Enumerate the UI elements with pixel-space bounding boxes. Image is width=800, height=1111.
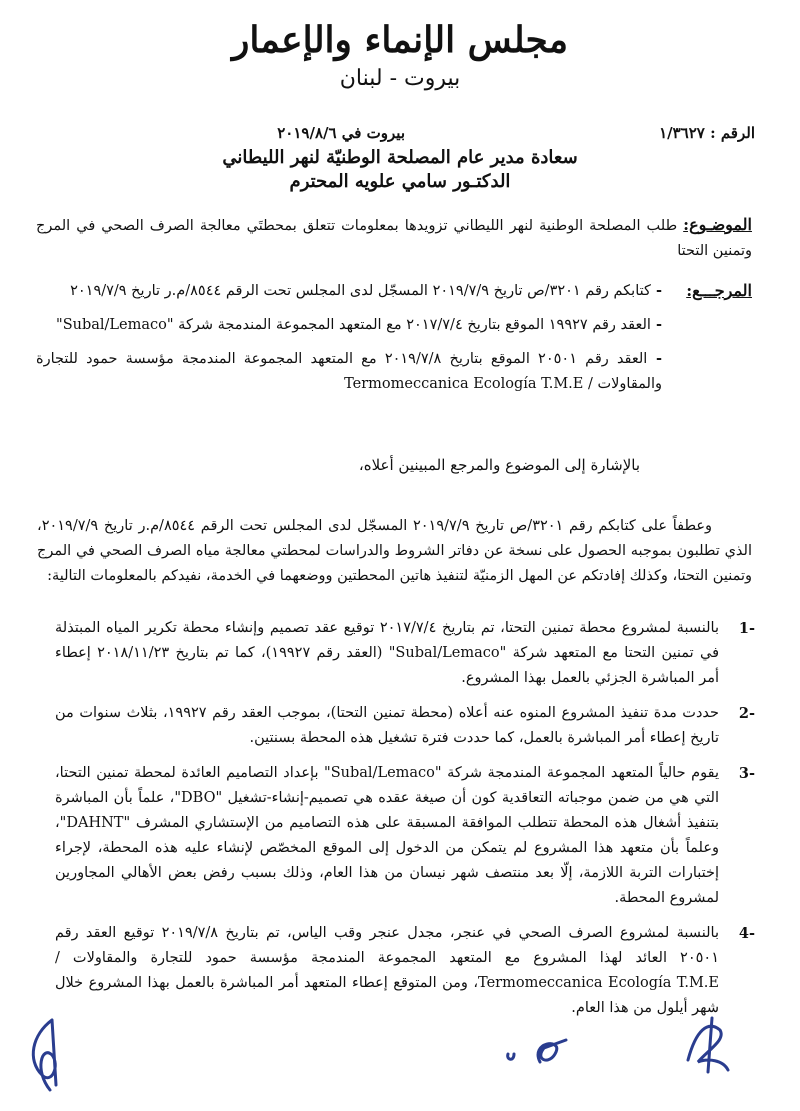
intro-paragraph: وعطفاً على كتابكم رقم ٣٢٠١/ص تاريخ ٢٠١٩/٧/٩ المسجّل لدى المجلس تحت الرقم ٨٥٤٤/م.ر تاريخ ٢٠١٩/٧/٩، الذي تطلبون بموجبه الحصول على نسخة عن دفاتر الشروط والدراسات لمحطتي معالجة مياه الصرف الصحي في المرج وتمنين التحتا، وكذلك إفادتكم عن المهل الزمنيّة لتنفيذ هاتين المحطتين ووضعهما في الخدمة، نفيدكم بالمعلومات التالية: [37, 518, 752, 584]
letter-date: بيروت في ٢٠١٩/٨/٦ [277, 124, 405, 142]
point-text: بالنسبة لمشروع الصرف الصحي في عنجر، مجدل عنجر وقب الياس، تم بتاريخ ٢٠١٩/٧/٨ توقيع العقد رقم ٢٠٥٠١ العائد لهذا المشروع مع المتعهد المجموعة المندمجة مؤسسة حمود للتجارة والمقاولات / Termomeccanica Ecología T.M.E، ومن المتوقع إعطاء المتعهد أمر المباشرة بالعمل بهذا المشروع خلال شهر أيلول من هذا العام. [55, 925, 719, 1016]
point-number: -2 [738, 705, 755, 722]
point-number: -4 [738, 925, 755, 942]
point-text: حددت مدة تنفيذ المشروع المنوه عنه أعلاه (محطة تمنين التحتا)، بموجب العقد رقم ١٩٩٢٧، بثلاث سنوات من تاريخ إعطاء أمر المباشرة بالعمل، كما حددت فترة تشغيل هذه المحطة بسنتين. [55, 705, 719, 746]
addressee [0, 146, 800, 194]
initials-signature-left [22, 1015, 72, 1095]
reference-item: - كتابكم رقم ٣٢٠١/ص تاريخ ٢٠١٩/٧/٩ المسجّل لدى المجلس تحت الرقم ٨٥٤٤/م.ر تاريخ ٢٠١٩/٧/٩ [70, 282, 662, 299]
addressee-title: سعادة مدير عام المصلحة الوطنيّة لنهر الليطاني [222, 147, 578, 168]
point-item [55, 701, 755, 751]
initials-signature-right [668, 1010, 738, 1080]
letterhead [0, 18, 800, 91]
point-text: بالنسبة لمشروع محطة تمنين التحتا، تم بتاريخ ٢٠١٧/٧/٤ توقيع عقد تصميم وإنشاء محطة تكرير المياه المبتذلة في تمنين التحتا مع المتعهد شركة "Subal/Lemaco" (العقد رقم ١٩٩٢٧)، كما تم بتاريخ ٢٠١٨/١١/٢٣ إعطاء أمر المباشرة الجزئي بالعمل بهذا المشروع. [55, 620, 720, 686]
reference-number: الرقم : ١/٣٦٢٧ [659, 124, 755, 142]
subject-label: الموضـوع: [683, 215, 752, 234]
points-list [55, 616, 755, 1031]
references-label: المرجـــع: [686, 281, 752, 300]
initials-signature-middle [500, 1032, 590, 1072]
reference-item: - العقد رقم ١٩٩٢٧ الموقع بتاريخ ٢٠١٧/٧/٤ مع المتعهد المجموعة المندمجة شركة "Subal/Lemaco" [56, 316, 662, 333]
point-item [55, 761, 755, 911]
greeting: بالإشارة إلى الموضوع والمرجع المبينين أعلاه، [358, 456, 640, 474]
subject-block [36, 212, 752, 264]
subject-text: طلب المصلحة الوطنية لنهر الليطاني تزويدها بمعلومات تتعلق بمحطتَي معالجة الصرف الصحي في المرج وتمنين التحتا [36, 218, 752, 259]
point-item [55, 616, 755, 691]
references-block [36, 278, 752, 405]
organization-name: مجلس الإنماء والإعمار [231, 19, 569, 61]
organization-city: بيروت - لبنان [339, 66, 461, 91]
addressee-name: الدكتـور سامي علويه المحترم [289, 171, 511, 192]
point-number: -3 [738, 765, 755, 782]
reference-item: - العقد رقم ٢٠٥٠١ الموقع بتاريخ ٢٠١٩/٧/٨ مع المتعهد المجموعة المندمجة مؤسسة حمود للتجارة والمقاولات / Termomeccanica Ecología T.M.E [36, 350, 662, 392]
point-number: -1 [738, 620, 755, 637]
references-list [36, 278, 752, 397]
point-text: يقوم حالياً المتعهد المجموعة المندمجة شركة "Subal/Lemaco" بإعداد التصاميم العائدة لمحطة تمنين التحتا، التي هي من ضمن موجباته التعاقدية كون أن صيغة عقده هي تصميم-إنشاء-تشغيل "DBO"، علماً بأن المباشرة بتنفيذ أشغال هذه المحطة تتطلب الموافقة المسبقة على هذه التصاميم من الإستشاري المشرف "DAHNT"، وعلماً بأن متعهد هذا المشروع لم يتمكن من الدخول إلى الموقع المخصّص لإنشاء عليه هذه المحطة، لإجراء إختبارات التربة اللازمة، إلّا بعد منتصف شهر نيسان من هذا العام، وذلك بسبب رفض بعض الأهالي المجاورين لمشروع المحطة. [55, 765, 720, 906]
point-item [55, 921, 755, 1021]
